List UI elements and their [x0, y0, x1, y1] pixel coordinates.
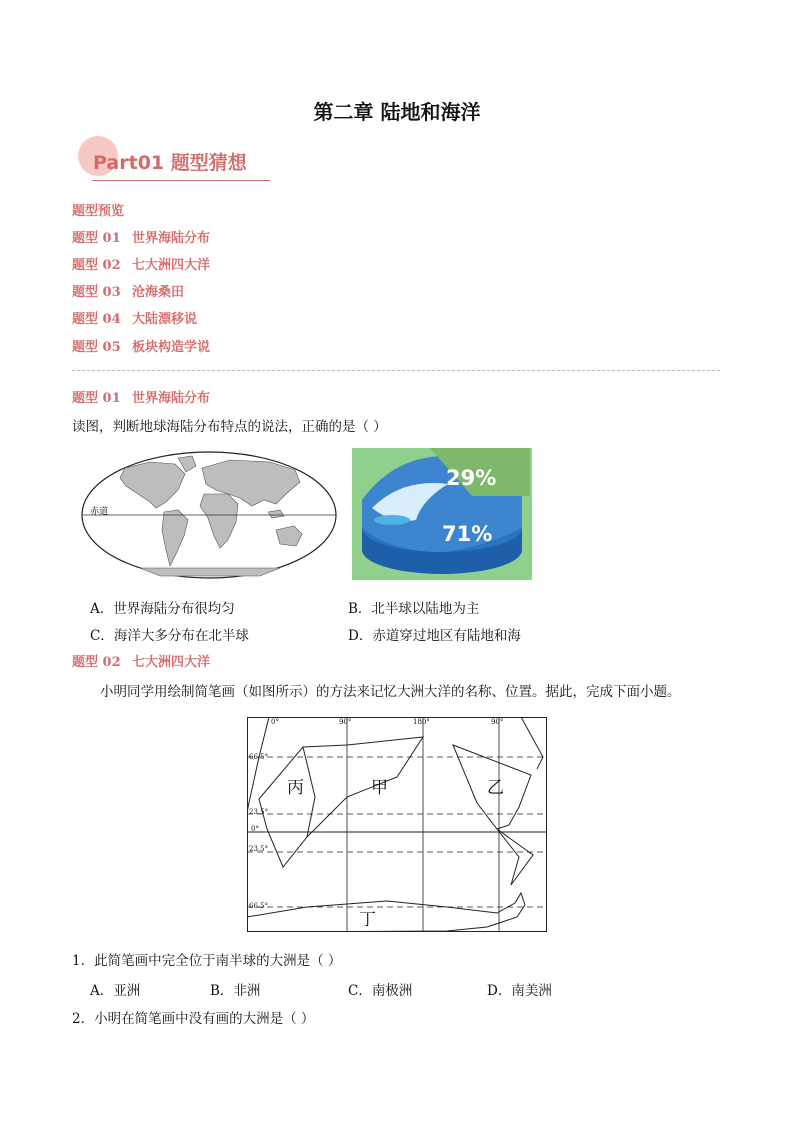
q1-option-c: C．南极洲	[348, 983, 413, 999]
q1-option-a: A．亚洲	[90, 983, 141, 999]
region-label-yi: 乙	[487, 778, 504, 798]
section1-heading-name: 世界海陆分布	[132, 391, 211, 406]
section2-heading	[72, 651, 210, 670]
toc-item-num: 题型 04	[72, 312, 121, 327]
toc-item-num: 题型 01	[72, 231, 121, 246]
toc-item	[72, 227, 210, 246]
land-ocean-pie-image	[352, 448, 532, 580]
toc-item-num: 题型 02	[72, 258, 121, 273]
toc-item-name: 沧海桑田	[132, 285, 185, 300]
section1-question: 读图，判断地球海陆分布特点的说法，正确的是（ ）	[72, 419, 387, 435]
lat-label: 66.5°	[249, 902, 269, 910]
toc-item-name: 世界海陆分布	[132, 231, 211, 246]
toc-heading: 题型预览	[72, 204, 125, 219]
lat-label: 66.5°	[249, 753, 269, 761]
toc-item	[72, 254, 210, 273]
lon-label: 90°	[491, 718, 504, 726]
lon-label: 90°	[339, 718, 352, 726]
option-a: A．世界海陆分布很均匀	[90, 601, 235, 617]
region-label-jia: 甲	[371, 778, 388, 798]
toc-item-name: 七大洲四大洋	[132, 258, 211, 273]
toc-item-num: 题型 05	[72, 340, 121, 355]
pie-land-label: 29%	[446, 466, 497, 490]
part-title: Part01 题型猜想	[93, 152, 247, 174]
section1-heading-num: 题型 01	[72, 391, 121, 406]
world-map-image	[80, 450, 338, 580]
lat-label: 23.5°	[249, 808, 269, 816]
toc-item	[72, 336, 210, 355]
equator-label: 赤道	[90, 507, 109, 517]
toc-item-name: 大陆漂移说	[132, 312, 198, 327]
lat-label: 0°	[251, 825, 259, 833]
q1-option-d: D．南美洲	[487, 983, 552, 999]
q1-option-b: B．非洲	[210, 983, 261, 999]
lon-label: 180°	[413, 718, 430, 726]
section2-intro: 小明同学用绘制简笔画（如图所示）的方法来记忆大洲大洋的名称、位置。据此，完成下面小题。	[100, 684, 681, 700]
toc-item	[72, 281, 184, 300]
region-label-bing: 丙	[287, 778, 304, 798]
page-title: 第二章 陆地和海洋	[313, 100, 481, 124]
toc-item-name: 板块构造学说	[132, 340, 211, 355]
option-c: C．海洋大多分布在北半球	[90, 628, 249, 644]
sketch-map-image	[247, 717, 547, 932]
toc-item-num: 题型 03	[72, 285, 121, 300]
question-2: 2．小明在简笔画中没有画的大洲是（ ）	[72, 1011, 315, 1027]
pie-ocean-label: 71%	[442, 522, 493, 546]
section1-heading	[72, 387, 210, 406]
toc-item	[72, 308, 197, 327]
section-divider	[72, 370, 720, 371]
region-label-ding: 丁	[359, 910, 376, 930]
part-underline	[92, 180, 270, 181]
lat-label: 23.5°	[249, 845, 269, 853]
option-d: D．赤道穿过地区有陆地和海	[348, 628, 521, 644]
section2-heading-num: 题型 02	[72, 655, 121, 670]
lon-label: 0°	[271, 718, 279, 726]
section2-heading-name: 七大洲四大洋	[132, 655, 211, 670]
question-1: 1．此简笔画中完全位于南半球的大洲是（ ）	[72, 953, 342, 969]
option-b: B．北半球以陆地为主	[348, 601, 480, 617]
